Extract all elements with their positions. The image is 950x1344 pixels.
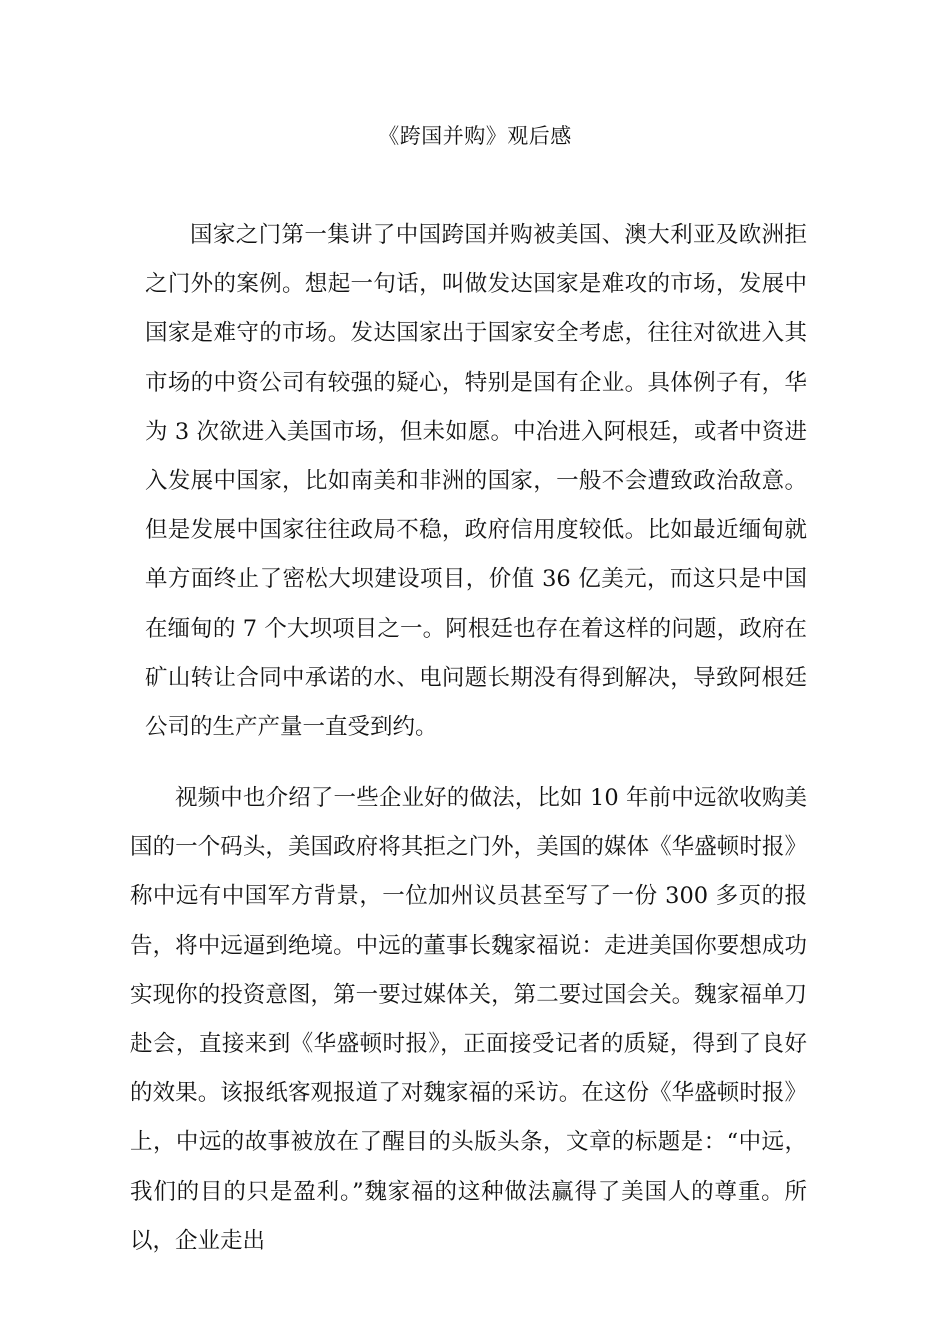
paragraph-1: 国家之门第一集讲了中国跨国并购被美国、澳大利亚及欧洲拒之门外的案例。想起一句话，叫做发达国家是难攻的市场，发展中国家是难守的市场。发达国家出于国家安全考虑，往往对欲进入其市场的中资公司有较强的疑心，特别是国有企业。具体例子有，华为 3 次欲进入美国市场，但未如愿。中冶进入阿根廷，或者中资进入发展中国家，比如南美和非洲的国家，一般不会遭致政治敌意。但是发展中国家往往政局不稳，政府信用度较低。比如最近缅甸就单方面终止了密松大坝建设项目，价值 36 亿美元，而这只是中国在缅甸的 7 个大坝项目之一。阿根廷也存在着这样的问题，政府在矿山转让合同中承诺的水、电问题长期没有得到解决，导致阿根廷公司的生产产量一直受到约。 [145,222,807,741]
paragraph-2: 视频中也介绍了一些企业好的做法，比如 10 年前中远欲收购美国的一个码头，美国政府将其拒之门外，美国的媒体《华盛顿时报》称中远有中国军方背景，一位加州议员甚至写了一份 300 多页的报告，将中远逼到绝境。中远的董事长魏家福说：走进美国你要想成功实现你的投资意图，第一要过媒体关，第二要过国会关。魏家福单刀赴会，直接来到《华盛顿时报》，正面接受记者的质疑，得到了良好的效果。该报纸客观报道了对魏家福的采访。在这份《华盛顿时报》上，中远的故事被放在了醒目的头版头条，文章的标题是：“中远，我们的目的只是盈利。”魏家福的这种做法赢得了美国人的尊重。所以，企业走出 [130,785,807,1254]
document-title: 《跨国并购》观后感 [378,124,572,148]
